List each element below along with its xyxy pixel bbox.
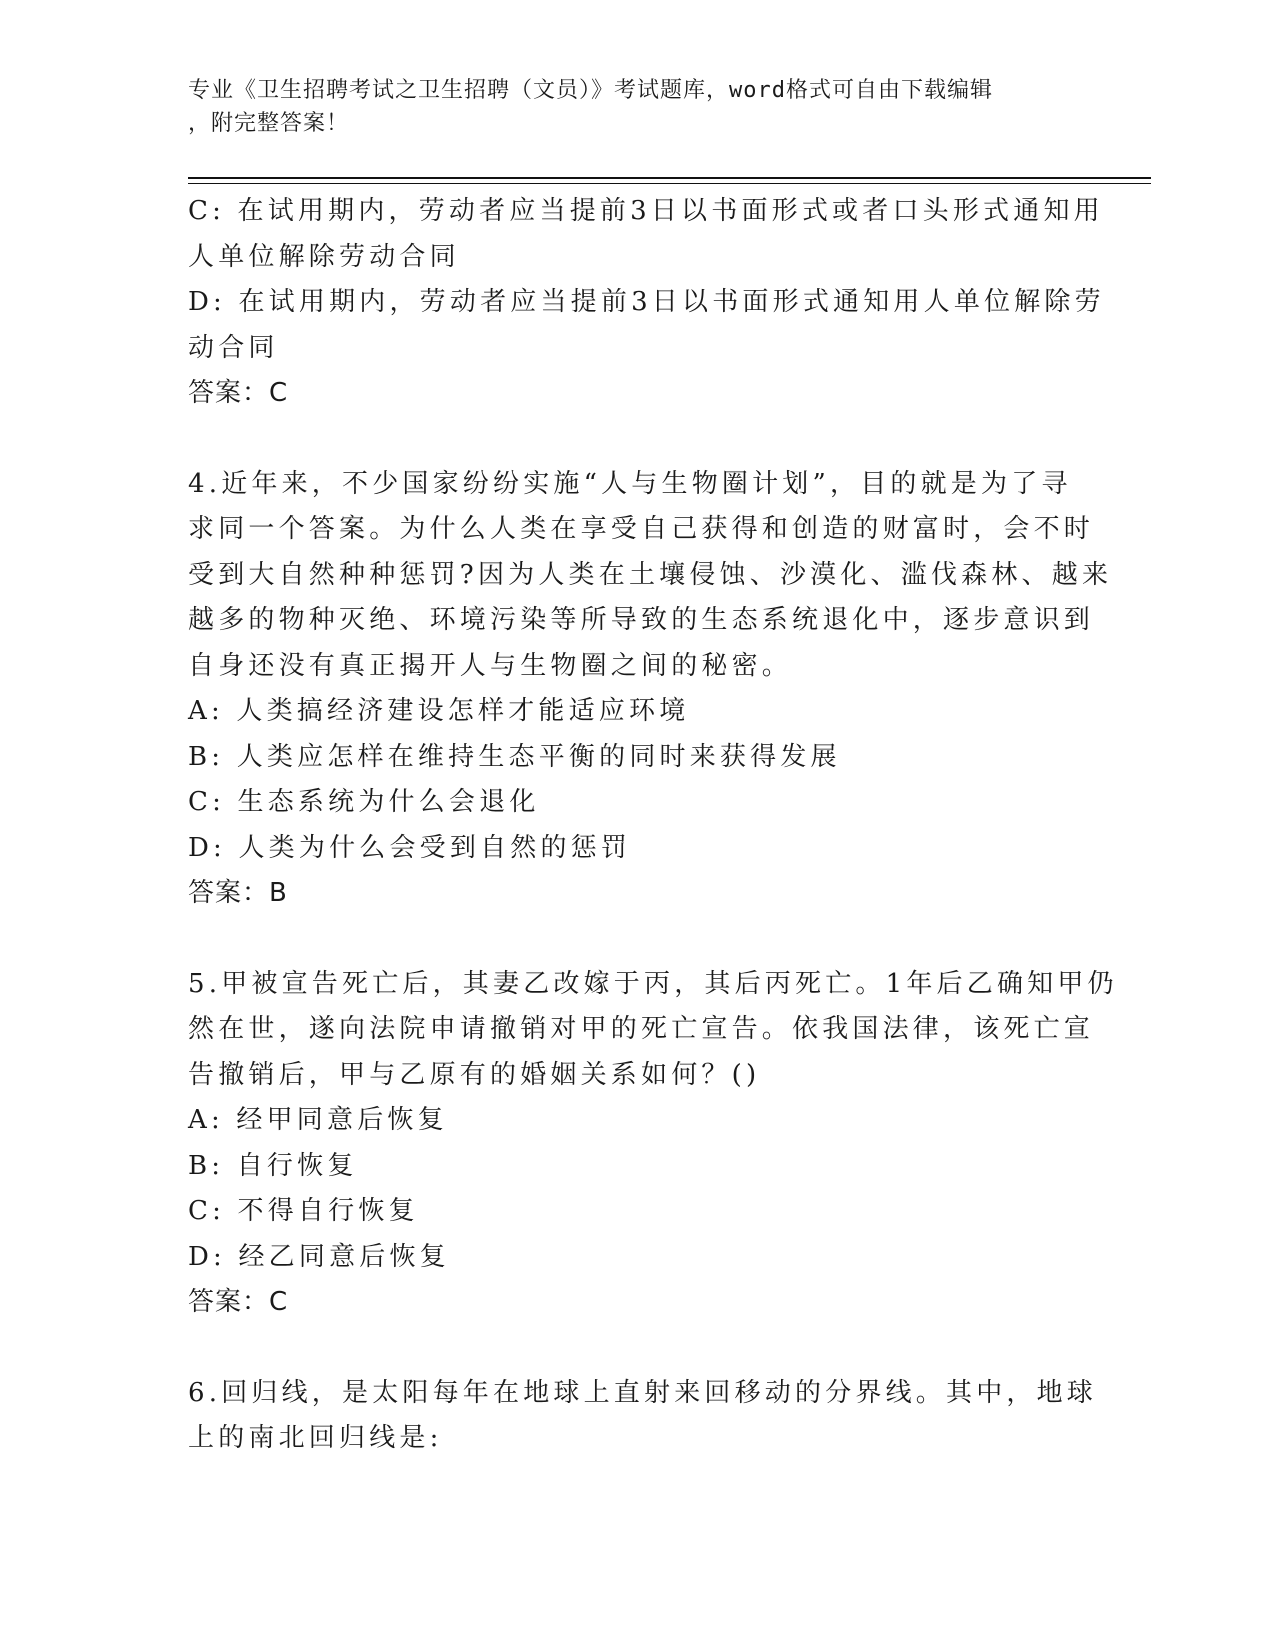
question-6 — [188, 1371, 1098, 1462]
question-text-line: 自身还没有真正揭开人与生物圈之间的秘密。 — [188, 650, 793, 681]
question-text-line: 受到大自然种种惩罚?因为人类在土壤侵蚀、沙漠化、滥伐森林、越来 — [188, 559, 1113, 590]
question-text-line: 越多的物种灭绝、环境污染等所导致的生态系统退化中，逐步意识到 — [188, 605, 1095, 635]
answer-label: 答案：C — [188, 1287, 289, 1317]
option-d: D: 人类为什么会受到自然的惩罚 — [188, 832, 632, 863]
spacer — [188, 917, 1088, 962]
question-text-line: 6.回归线，是太阳每年在地球上直射来回移动的分界线。其中，地球 — [188, 1377, 1098, 1408]
option-c: C: 生态系统为什么会退化 — [188, 787, 540, 817]
question-4 — [188, 462, 1113, 917]
question-text-line: 求同一个答案。为什么人类在享受自己获得和创造的财富时，会不时 — [188, 514, 1095, 544]
answer-label: 答案：C — [188, 378, 289, 408]
question-text-line: 5.甲被宣告死亡后，其妻乙改嫁于丙，其后丙死亡。1年后乙确知甲仍 — [188, 968, 1118, 999]
header-line-1: 专业《卫生招聘考试之卫生招聘（文员）》考试题库，word格式可自由下载编辑 — [188, 78, 993, 103]
question-5 — [188, 962, 1118, 1326]
option-a: A: 人类搞经济建设怎样才能适应环境 — [188, 696, 690, 726]
option-d-line-2: 动合同 — [188, 332, 279, 363]
spacer — [188, 1326, 1088, 1371]
option-c: C: 不得自行恢复 — [188, 1196, 419, 1226]
header-line-2: ，附完整答案！ — [188, 111, 350, 136]
option-d: D: 经乙同意后恢复 — [188, 1241, 450, 1272]
option-c-line-1: C: 在试用期内，劳动者应当提前3日以书面形式或者口头形式通知用 — [188, 196, 1104, 226]
option-d-line-1: D: 在试用期内，劳动者应当提前3日以书面形式通知用人单位解除劳 — [188, 287, 1105, 317]
answer-label: 答案：B — [188, 878, 288, 908]
option-a: A: 经甲同意后恢复 — [188, 1105, 448, 1135]
header-divider-thick — [188, 177, 1151, 179]
header-divider-thin — [188, 183, 1151, 184]
option-b: B: 人类应怎样在维持生态平衡的同时来获得发展 — [188, 741, 841, 772]
question-content — [188, 189, 1118, 1462]
question-3-tail — [188, 189, 1105, 417]
question-text-line: 上的南北回归线是: — [188, 1423, 443, 1453]
question-text-line: 然在世，遂向法院申请撤销对甲的死亡宣告。依我国法律，该死亡宣 — [188, 1014, 1095, 1044]
option-b: B: 自行恢复 — [188, 1150, 358, 1181]
option-c-line-2: 人单位解除劳动合同 — [188, 241, 460, 272]
document-header — [188, 74, 1078, 140]
question-text-line: 4.近年来，不少国家纷纷实施“人与生物圈计划”，目的就是为了寻 — [188, 468, 1072, 499]
question-text-line: 告撤销后，甲与乙原有的婚姻关系如何？() — [188, 1059, 761, 1090]
spacer — [188, 417, 1088, 462]
